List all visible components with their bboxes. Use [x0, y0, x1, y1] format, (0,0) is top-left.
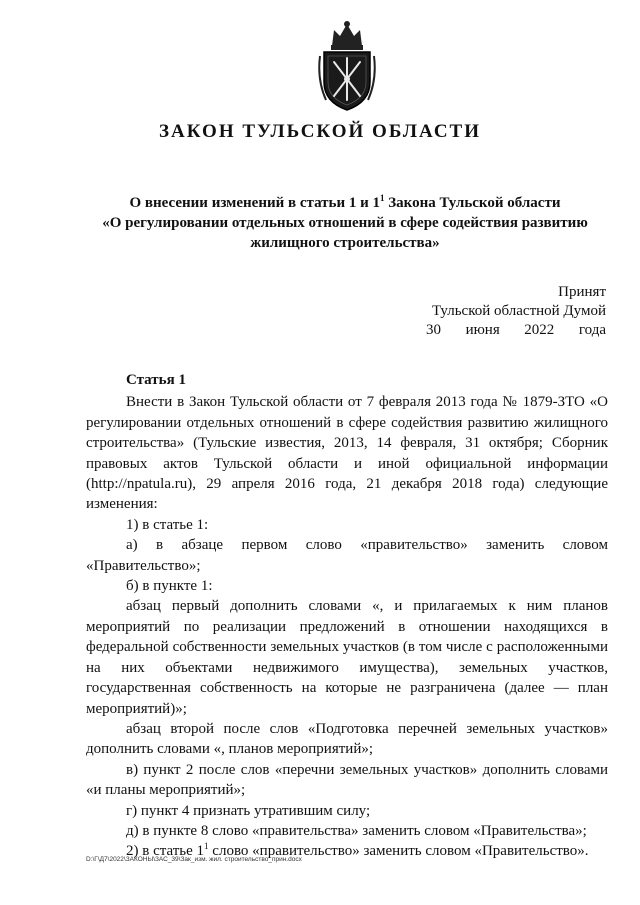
- subject-line-2: «О регулировании отдельных отношений в сфере содействия развитию: [102, 215, 588, 231]
- subject-line-1: О внесении изменений в статьи 1 и $1^1$ Закона Тульской области: [129, 193, 561, 211]
- article-heading: Статья 1: [126, 372, 186, 388]
- article-body: [86, 370, 608, 862]
- law-subject: [80, 193, 610, 253]
- adopted-date: 30 июня 2022 года: [426, 322, 606, 338]
- list-item: в) пункт 2 после слов «перечни земельных участков» дополнить словами «и планы мероприятий»;: [86, 761, 608, 799]
- coat-of-arms-icon: [316, 20, 378, 112]
- subject-line-3: жилищного строительства»: [250, 235, 440, 251]
- list-item: 1) в статье 1:: [126, 516, 209, 533]
- list-item: б) в пункте 1:: [126, 578, 213, 595]
- file-path-footer: D:\Г\Д7\2022\ЗАКОНЫ\ЗАС_39\Зак_изм. жил. строительство_прин.docx: [86, 856, 302, 863]
- list-item: абзац второй после слов «Подготовка перечней земельных участков» дополнить словами «, планов мероприятий»;: [86, 720, 608, 758]
- list-item: абзац первый дополнить словами «, и прилагаемых к ним планов мероприятий по реализации предложений в отношении находящихся в федеральной собственности земельных участков (в том числе с расположенными на них объектами недвижимого имущества), земельных участков, государственная собственность на которые не разграничена (далее — план мероприятий)»;: [86, 598, 608, 717]
- list-item: д) в пункте 8 слово «правительства» заменить словом «Правительства»;: [126, 822, 587, 839]
- adoption-block: [426, 283, 606, 340]
- article-intro: Внести в Закон Тульской области от 7 февраля 2013 года № 1879-ЗТО «О регулировании отдельных отношений в сфере содействия развитию жилищного строительства» (Тульские известия, 2013, 14 февраля, 31 октября; Сборник правовых актов Тульской области и иной официальной информации (http://npatula.ru), 29 апреля 2016 года, 21 декабря 2018 года) следующие изменения:: [86, 394, 608, 513]
- list-item: г) пункт 4 признать утратившим силу;: [126, 802, 371, 819]
- list-item: 2) в статье $1^1$ слово «правительство» заменить словом «Правительство».: [126, 841, 589, 860]
- adopted-by: Тульской областной Думой: [431, 303, 606, 319]
- adopted-label: Принят: [558, 284, 606, 300]
- law-title: ЗАКОН ТУЛЬСКОЙ ОБЛАСТИ: [158, 121, 482, 142]
- list-item: а) в абзаце первом слово «правительство» заменить словом «Правительство»;: [86, 537, 608, 574]
